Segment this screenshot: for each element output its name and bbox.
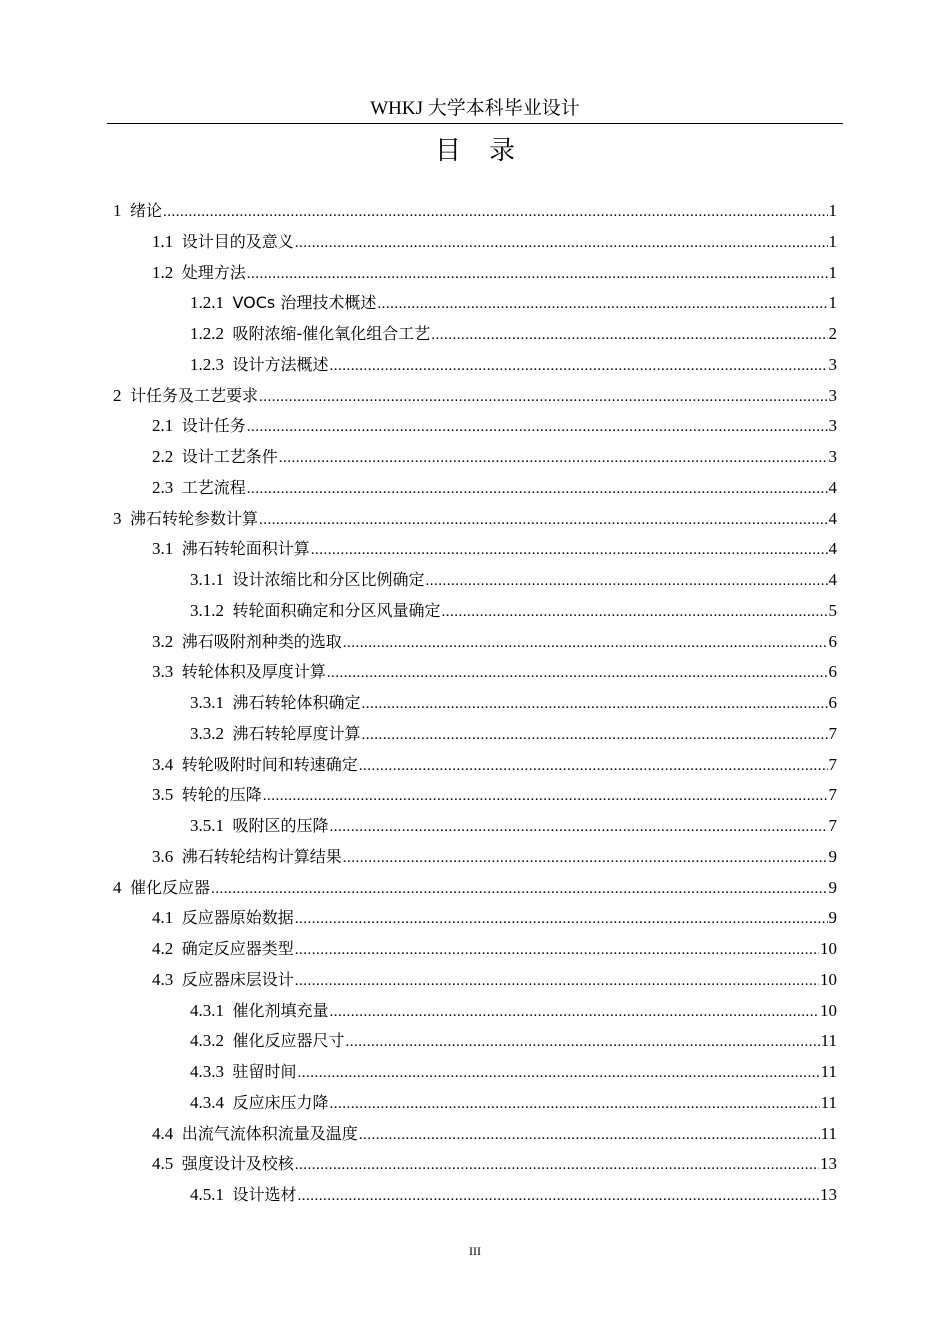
toc-dot-leader bbox=[311, 535, 828, 565]
toc-entry[interactable] bbox=[113, 873, 837, 904]
toc-entry-page: 11 bbox=[820, 1123, 837, 1143]
toc-entry[interactable] bbox=[113, 381, 837, 412]
toc-entry-page: 7 bbox=[828, 816, 837, 835]
toc-entry-title: 强度设计及校核 bbox=[181, 1154, 294, 1174]
toc-entry-number: 2 bbox=[113, 385, 122, 405]
toc-entry[interactable] bbox=[113, 473, 837, 504]
toc-entry-page: 3 bbox=[828, 416, 837, 436]
toc-entry-gap bbox=[224, 996, 233, 1026]
toc-dot-leader bbox=[263, 781, 828, 811]
toc-entry[interactable] bbox=[113, 565, 837, 596]
toc-entry-title: 催化反应器 bbox=[130, 877, 211, 897]
toc-dot-leader bbox=[295, 228, 828, 258]
toc-entry-page: 1 bbox=[828, 262, 837, 282]
toc-entry-gap bbox=[173, 1119, 182, 1149]
toc-entry-title: 沸石转轮面积计算 bbox=[181, 539, 310, 559]
toc-entry-number: 4.2 bbox=[152, 939, 174, 958]
toc-entry[interactable] bbox=[113, 1057, 837, 1088]
toc-entry-number: 4.5 bbox=[152, 1154, 174, 1174]
toc-entry-title: 绪论 bbox=[130, 201, 163, 220]
toc-dot-leader bbox=[442, 597, 828, 627]
toc-entry-gap bbox=[122, 381, 131, 411]
toc-entry[interactable] bbox=[113, 288, 837, 319]
toc-entry[interactable] bbox=[113, 780, 837, 811]
toc-entry-title: 驻留时间 bbox=[232, 1062, 297, 1081]
toc-dot-leader bbox=[163, 197, 827, 227]
toc-entry-page: 4 bbox=[828, 477, 837, 497]
toc-entry-number: 2.3 bbox=[152, 477, 174, 497]
toc-dot-leader bbox=[295, 966, 819, 996]
toc-entry-page: 3 bbox=[828, 447, 837, 466]
toc-entry-gap bbox=[173, 903, 182, 933]
toc-entry[interactable] bbox=[113, 842, 837, 873]
toc-entry-title: 沸石转轮厚度计算 bbox=[232, 723, 361, 743]
toc-entry-page: 10 bbox=[820, 1000, 837, 1020]
toc-entry-page: 2 bbox=[828, 324, 837, 343]
toc-entry-gap bbox=[224, 1026, 233, 1056]
toc-dot-leader bbox=[247, 474, 828, 504]
toc-entry-number: 4.3.4 bbox=[190, 1092, 224, 1112]
toc-entry-number: 4.5.1 bbox=[190, 1185, 224, 1204]
toc-entry-title: 沸石转轮参数计算 bbox=[130, 508, 259, 528]
toc-entry-page: 7 bbox=[828, 785, 837, 805]
toc-entry-title: 设计选材 bbox=[232, 1185, 297, 1204]
toc-entry-number: 1.2.2 bbox=[190, 324, 224, 343]
toc-entry-gap bbox=[173, 442, 182, 472]
toc-entry[interactable] bbox=[113, 811, 837, 842]
toc-entry-title: 吸附区的压降 bbox=[232, 816, 329, 835]
toc-entry-number: 3.5.1 bbox=[190, 816, 224, 835]
toc-entry-gap bbox=[224, 1088, 233, 1118]
toc-entry-title: VOCs 治理技术概述 bbox=[232, 293, 377, 313]
toc-dot-leader bbox=[362, 689, 828, 719]
toc-entry-page: 11 bbox=[820, 1092, 837, 1112]
toc-entry-number: 1.1 bbox=[152, 231, 174, 251]
toc-title bbox=[0, 134, 950, 168]
running-header: WHKJ 大学本科毕业设计 bbox=[370, 98, 580, 119]
toc-entry-number: 4.3.3 bbox=[190, 1062, 224, 1081]
toc-entry-number: 4.4 bbox=[152, 1123, 174, 1143]
toc-entry-gap bbox=[224, 288, 233, 318]
toc-entry-title: 催化剂填充量 bbox=[232, 1000, 329, 1020]
toc-entry[interactable] bbox=[113, 442, 837, 473]
toc-entry-gap bbox=[173, 780, 182, 810]
toc-entry-number: 4.3.2 bbox=[190, 1031, 224, 1051]
toc-dot-leader bbox=[346, 1027, 820, 1057]
toc-entry[interactable] bbox=[113, 1180, 837, 1211]
toc-entry-gap bbox=[173, 1149, 182, 1179]
toc-entry-title: 反应器原始数据 bbox=[181, 908, 294, 928]
toc-entry-gap bbox=[224, 1180, 233, 1210]
toc-entry[interactable] bbox=[113, 688, 837, 719]
toc-dot-leader bbox=[327, 658, 828, 688]
toc-entry-page: 11 bbox=[820, 1031, 837, 1051]
toc-entry-gap bbox=[173, 473, 182, 503]
toc-dot-leader bbox=[359, 1120, 820, 1150]
toc-dot-leader bbox=[343, 843, 828, 873]
toc-dot-leader bbox=[298, 1058, 820, 1088]
toc-entry[interactable] bbox=[113, 319, 837, 350]
toc-entry-page: 3 bbox=[828, 385, 837, 405]
toc-entry-gap bbox=[224, 596, 233, 626]
toc-entry-page: 7 bbox=[828, 723, 837, 743]
toc-entry-title: 沸石转轮结构计算结果 bbox=[181, 846, 342, 866]
toc-entry-page: 13 bbox=[820, 1185, 837, 1204]
toc-entry[interactable] bbox=[113, 227, 837, 258]
toc-dot-leader bbox=[426, 566, 828, 596]
toc-entry-gap bbox=[122, 504, 131, 534]
toc-entry-number: 3.3 bbox=[152, 662, 174, 682]
toc-entry-number: 3 bbox=[113, 508, 122, 528]
toc-dot-leader bbox=[359, 751, 828, 781]
toc-entry-page: 6 bbox=[828, 631, 837, 651]
toc-entry-gap bbox=[173, 627, 182, 657]
toc-title-text: 目录 bbox=[434, 136, 543, 165]
toc-entry-gap bbox=[224, 1057, 233, 1087]
toc-entry-page: 1 bbox=[828, 231, 837, 251]
toc-entry-number: 2.1 bbox=[152, 416, 174, 436]
toc-entry[interactable] bbox=[113, 596, 837, 627]
toc-dot-leader bbox=[330, 1089, 820, 1119]
toc-entry-gap bbox=[173, 750, 182, 780]
toc-dot-leader bbox=[330, 812, 828, 842]
toc-entry[interactable] bbox=[113, 411, 837, 442]
toc-entry[interactable] bbox=[113, 258, 837, 289]
toc-entry-gap bbox=[173, 258, 182, 288]
toc-entry[interactable] bbox=[113, 1149, 837, 1180]
toc-entry-title: 处理方法 bbox=[181, 262, 246, 282]
toc-entry-page: 5 bbox=[828, 600, 837, 620]
toc-entry-gap bbox=[224, 719, 233, 749]
toc-entry-number: 3.2 bbox=[152, 631, 174, 651]
toc-entry-gap bbox=[122, 196, 131, 226]
toc-entry-number: 2.2 bbox=[152, 447, 174, 466]
toc-dot-leader bbox=[259, 382, 827, 412]
toc-entry-page: 7 bbox=[828, 754, 837, 774]
toc-entry-page: 1 bbox=[828, 201, 837, 220]
toc-entry[interactable] bbox=[113, 196, 837, 227]
toc-entry-gap bbox=[173, 534, 182, 564]
toc-entry-gap bbox=[173, 965, 182, 995]
toc-dot-leader bbox=[211, 874, 827, 904]
toc-dot-leader bbox=[259, 505, 827, 535]
toc-entry-gap bbox=[122, 873, 131, 903]
toc-entry-number: 4 bbox=[113, 877, 122, 897]
toc-entry-gap bbox=[224, 350, 233, 380]
toc-entry-gap bbox=[173, 657, 182, 687]
toc-dot-leader bbox=[343, 628, 828, 658]
toc-entry-title: 转轮的压降 bbox=[181, 785, 262, 805]
toc-dot-leader bbox=[330, 351, 828, 381]
toc-entry-title: 沸石吸附剂种类的选取 bbox=[181, 631, 342, 651]
toc-entry-page: 10 bbox=[820, 969, 837, 989]
toc-entry[interactable] bbox=[113, 504, 837, 535]
toc-entry[interactable] bbox=[113, 965, 837, 996]
toc-entry-number: 3.5 bbox=[152, 785, 174, 805]
toc-entry-gap bbox=[173, 411, 182, 441]
toc-entry-number: 4.1 bbox=[152, 908, 174, 928]
toc-dot-leader bbox=[295, 904, 828, 934]
toc-entry-number: 1.2 bbox=[152, 262, 174, 282]
toc-entry-gap bbox=[224, 319, 233, 349]
toc-entry-page: 6 bbox=[828, 662, 837, 682]
toc-entry-number: 1 bbox=[113, 201, 122, 220]
toc-entry-page: 9 bbox=[828, 846, 837, 866]
toc-entry-gap bbox=[173, 934, 182, 964]
page-number: III bbox=[469, 1244, 481, 1258]
toc-entry-number: 3.6 bbox=[152, 846, 174, 866]
toc-entry-page: 4 bbox=[828, 539, 837, 559]
toc-dot-leader bbox=[247, 412, 828, 442]
toc-entry-page: 3 bbox=[828, 354, 837, 374]
toc-entry[interactable] bbox=[113, 350, 837, 381]
toc-entry-title: 设计目的及意义 bbox=[181, 231, 294, 251]
toc-dot-leader bbox=[377, 289, 827, 319]
toc-dot-leader bbox=[295, 1150, 819, 1180]
toc-entry[interactable] bbox=[113, 903, 837, 934]
table-of-contents bbox=[113, 196, 837, 1211]
header-rule bbox=[107, 123, 843, 124]
toc-dot-leader bbox=[298, 1181, 819, 1211]
toc-entry-title: 沸石转轮体积确定 bbox=[232, 693, 361, 712]
toc-entry-page: 9 bbox=[828, 908, 837, 928]
toc-entry[interactable] bbox=[113, 750, 837, 781]
toc-entry-title: 设计工艺条件 bbox=[181, 447, 278, 466]
toc-entry-number: 4.3.1 bbox=[190, 1000, 224, 1020]
toc-entry-title: 工艺流程 bbox=[181, 477, 246, 497]
toc-entry-page: 11 bbox=[820, 1062, 837, 1081]
toc-entry[interactable] bbox=[113, 996, 837, 1027]
toc-entry[interactable] bbox=[113, 934, 837, 965]
toc-entry[interactable] bbox=[113, 657, 837, 688]
toc-entry-title: 设计方法概述 bbox=[232, 354, 329, 374]
toc-entry-number: 1.2.3 bbox=[190, 354, 224, 374]
toc-dot-leader bbox=[295, 935, 819, 965]
toc-entry[interactable] bbox=[113, 534, 837, 565]
toc-entry-title: 设计浓缩比和分区比例确定 bbox=[232, 570, 425, 589]
toc-entry-title: 确定反应器类型 bbox=[181, 939, 294, 958]
toc-entry-number: 3.3.1 bbox=[190, 693, 224, 712]
toc-entry-number: 3.4 bbox=[152, 754, 174, 774]
toc-entry-title: 转轮体积及厚度计算 bbox=[181, 662, 326, 682]
toc-entry-page: 1 bbox=[828, 293, 837, 313]
toc-entry-title: 转轮吸附时间和转速确定 bbox=[181, 754, 358, 774]
toc-entry-number: 3.1.1 bbox=[190, 570, 224, 589]
toc-entry[interactable] bbox=[113, 1026, 837, 1057]
toc-dot-leader bbox=[431, 320, 827, 350]
toc-entry-title: 催化反应器尺寸 bbox=[232, 1031, 345, 1051]
toc-dot-leader bbox=[330, 997, 819, 1027]
toc-dot-leader bbox=[362, 720, 828, 750]
toc-entry-number: 4.3 bbox=[152, 969, 174, 989]
toc-entry-gap bbox=[173, 842, 182, 872]
toc-entry-title: 出流气流体积流量及温度 bbox=[181, 1123, 358, 1143]
toc-entry-number: 1.2.1 bbox=[190, 293, 224, 313]
toc-entry-gap bbox=[224, 565, 233, 595]
toc-entry-gap bbox=[224, 688, 233, 718]
toc-entry-page: 6 bbox=[828, 693, 837, 712]
toc-entry-page: 4 bbox=[828, 508, 837, 528]
toc-entry-title: 转轮面积确定和分区风量确定 bbox=[232, 600, 441, 620]
toc-dot-leader bbox=[279, 443, 828, 473]
toc-entry-title: 计任务及工艺要求 bbox=[130, 385, 259, 405]
toc-entry-number: 3.1.2 bbox=[190, 600, 224, 620]
toc-entry-page: 9 bbox=[828, 877, 837, 897]
toc-entry-title: 反应床压力降 bbox=[232, 1092, 329, 1112]
toc-entry-page: 10 bbox=[820, 939, 837, 958]
toc-dot-leader bbox=[247, 259, 828, 289]
toc-entry-page: 13 bbox=[820, 1154, 837, 1174]
toc-entry-title: 反应器床层设计 bbox=[181, 969, 294, 989]
toc-entry[interactable] bbox=[113, 719, 837, 750]
toc-entry-gap bbox=[173, 227, 182, 257]
toc-entry[interactable] bbox=[113, 1088, 837, 1119]
toc-entry[interactable] bbox=[113, 627, 837, 658]
toc-entry-page: 4 bbox=[828, 570, 837, 589]
toc-entry[interactable] bbox=[113, 1119, 837, 1150]
toc-entry-title: 设计任务 bbox=[181, 416, 246, 436]
toc-entry-title: 吸附浓缩-催化氧化组合工艺 bbox=[232, 324, 431, 343]
toc-entry-gap bbox=[224, 811, 233, 841]
toc-entry-number: 3.3.2 bbox=[190, 723, 224, 743]
toc-entry-number: 3.1 bbox=[152, 539, 174, 559]
